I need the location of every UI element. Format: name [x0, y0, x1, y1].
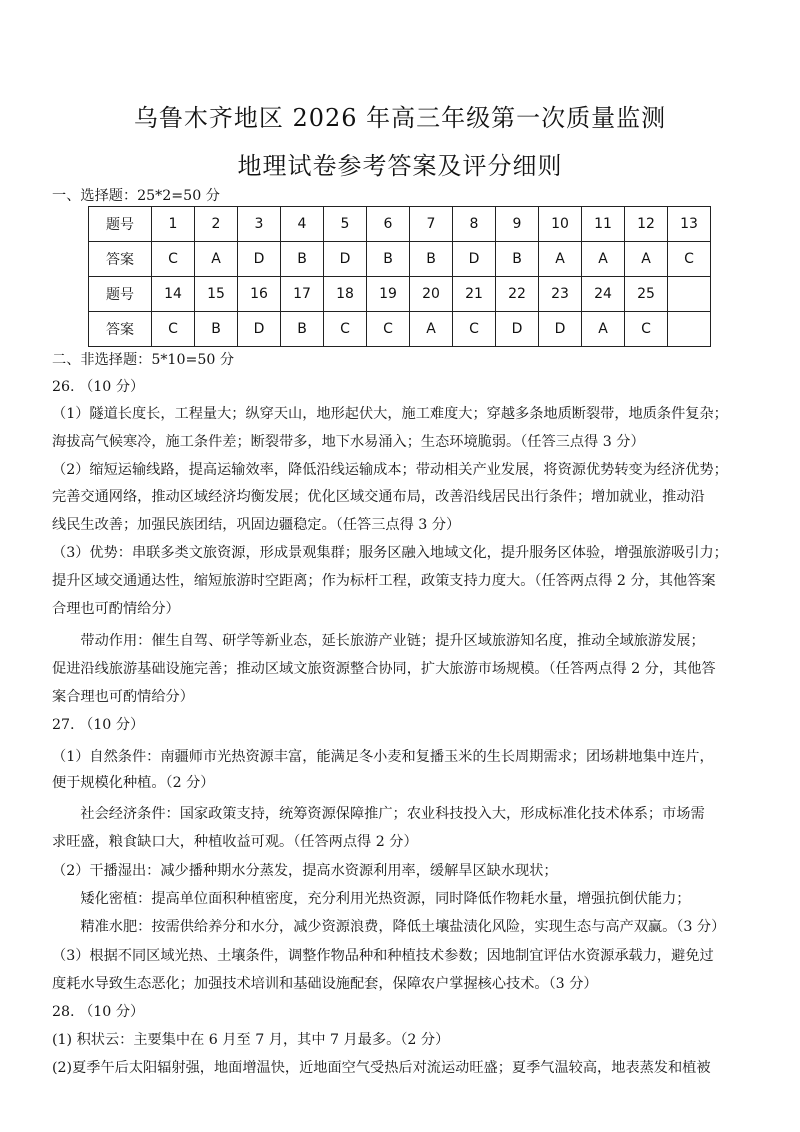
answer-line: 完善交通网络，推动区域经济均衡发展；优化区域交通布局，改善沿线居民出行条件；增加就业，推动沿: [52, 489, 705, 505]
answer-line: 提升区域交通通达性，缩短旅游时空距离；作为标杆工程，政策支持力度大。（任答两点得 2 分，其他答案: [52, 573, 716, 589]
table-cell: 12: [625, 207, 668, 242]
table-cell: 18: [324, 277, 367, 312]
table-cell: 5: [324, 207, 367, 242]
table-cell: 2: [195, 207, 238, 242]
table-cell: C: [367, 312, 410, 347]
table-cell: 15: [195, 277, 238, 312]
answer-line: 带动作用：催生自驾、研学等新业态，延长旅游产业链；提升区域旅游知名度，推动全域旅游发展；: [52, 633, 705, 649]
table-cell: D: [238, 312, 281, 347]
table-cell: 8: [453, 207, 496, 242]
answer-table: [88, 206, 711, 347]
table-cell: 16: [238, 277, 281, 312]
table-cell: A: [582, 242, 625, 277]
answer-line: 矮化密植：提高单位面积种植密度，充分利用光热资源，同时降低作物耗水量，增强抗倒伏能力；: [52, 891, 691, 907]
table-cell: 3: [238, 207, 281, 242]
page-title: 乌鲁木齐地区 2026 年高三年级第一次质量监测: [133, 104, 667, 132]
table-cell: 4: [281, 207, 324, 242]
table-cell: 25: [625, 277, 668, 312]
page-subtitle: 地理试卷参考答案及评分细则: [237, 152, 563, 180]
table-cell: B: [410, 242, 453, 277]
table-cell: C: [152, 312, 195, 347]
table-cell: 6: [367, 207, 410, 242]
table-cell: 22: [496, 277, 539, 312]
answer-line: （2）干播湿出：减少播种期水分蒸发，提高水资源利用率，缓解旱区缺水现状；: [52, 863, 558, 879]
table-cell: 23: [539, 277, 582, 312]
answer-line: (2)夏季午后太阳辐射强，地面增温快，近地面空气受热后对流运动旺盛；夏季气温较高，地表蒸发和植被: [52, 1060, 711, 1076]
question-heading: 26. （10 分）: [52, 379, 145, 395]
answer-line: （3）优势：串联多类文旅资源，形成景观集群；服务区融入地域文化，提升服务区体验，增强旅游吸引力；: [52, 545, 728, 561]
table-cell: D: [496, 312, 539, 347]
answer-line: （3）根据不同区域光热、土壤条件，调整作物品种和种植技术参数；因地制宜评估水资源承载力，避免过: [52, 948, 714, 964]
answer-line: 精准水肥：按需供给养分和水分，减少资源浪费，降低土壤盐渍化风险，实现生态与高产双赢。（3 分）: [52, 919, 726, 935]
table-cell: D: [539, 312, 582, 347]
table-cell: B: [367, 242, 410, 277]
answer-line: 度耗水导致生态恶化；加强技术培训和基础设施配套，保障农户掌握核心技术。（3 分）: [52, 976, 598, 992]
table-cell: B: [281, 242, 324, 277]
table-cell: D: [453, 242, 496, 277]
table-row-answers-2: [89, 312, 711, 347]
table-row-question-numbers-2: [89, 277, 711, 312]
answer-line: 线民生改善；加强民族团结，巩固边疆稳定。（任答三点得 3 分）: [52, 517, 461, 533]
table-cell: D: [324, 242, 367, 277]
question-heading: 28. （10 分）: [52, 1004, 145, 1020]
table-row-label: 答案: [89, 242, 152, 277]
section-heading-non-choice: 二、非选择题：5*10=50 分: [52, 352, 235, 368]
table-row-label: 题号: [89, 277, 152, 312]
answer-line: （1）隧道长度长，工程量大；纵穿天山，地形起伏大，施工难度大；穿越多条地质断裂带，地质条件复杂；: [52, 406, 728, 422]
table-cell: 19: [367, 277, 410, 312]
table-row-label: 答案: [89, 312, 152, 347]
table-cell: 10: [539, 207, 582, 242]
answer-line: （2）缩短运输线路，提高运输效率，降低沿线运输成本；带动相关产业发展，将资源优势转变为经济优势；: [52, 462, 728, 478]
table-cell: 13: [668, 207, 711, 242]
answer-line: 海拔高气候寒冷，施工条件差；断裂带多，地下水易涌入；生态环境脆弱。（任答三点得 3 分）: [52, 434, 645, 450]
section-heading-choice: 一、选择题：25*2=50 分: [52, 188, 220, 204]
answer-line: 求旺盛，粮食缺口大，种植收益可观。（任答两点得 2 分）: [52, 834, 418, 850]
table-cell: B: [281, 312, 324, 347]
table-cell: 14: [152, 277, 195, 312]
table-cell: 17: [281, 277, 324, 312]
table-cell: [668, 312, 711, 347]
table-cell: 9: [496, 207, 539, 242]
table-cell: 24: [582, 277, 625, 312]
table-cell: C: [453, 312, 496, 347]
table-row-label: 题号: [89, 207, 152, 242]
table-cell: A: [539, 242, 582, 277]
table-cell: 11: [582, 207, 625, 242]
question-heading: 27. （10 分）: [52, 717, 145, 733]
table-cell: [668, 277, 711, 312]
table-cell: A: [625, 242, 668, 277]
answer-line: （1）自然条件：南疆师市光热资源丰富，能满足冬小麦和复播玉米的生长周期需求；团场耕地集中连片，: [52, 749, 714, 765]
answer-line: 案合理也可酌情给分）: [52, 689, 194, 705]
table-cell: B: [496, 242, 539, 277]
table-cell: 21: [453, 277, 496, 312]
table-cell: C: [668, 242, 711, 277]
answer-line: (1) 积状云：主要集中在 6 月至 7 月，其中 7 月最多。（2 分）: [52, 1032, 450, 1048]
answer-line: 合理也可酌情给分）: [52, 601, 180, 617]
table-cell: B: [195, 312, 238, 347]
table-cell: 7: [410, 207, 453, 242]
table-cell: C: [625, 312, 668, 347]
table-row-question-numbers-1: [89, 207, 711, 242]
table-cell: D: [238, 242, 281, 277]
table-cell: A: [195, 242, 238, 277]
answer-line: 社会经济条件：国家政策支持，统筹资源保障推广；农业科技投入大，形成标准化技术体系；市场需: [52, 806, 705, 822]
answer-line: 促进沿线旅游基础设施完善；推动区域文旅资源整合协同，扩大旅游市场规模。（任答两点得 2 分，其他答: [52, 661, 716, 677]
table-cell: A: [410, 312, 453, 347]
table-cell: C: [324, 312, 367, 347]
table-cell: 1: [152, 207, 195, 242]
table-cell: A: [582, 312, 625, 347]
table-cell: C: [152, 242, 195, 277]
answer-line: 便于规模化种植。（2 分）: [52, 775, 215, 791]
table-row-answers-1: [89, 242, 711, 277]
table-cell: 20: [410, 277, 453, 312]
